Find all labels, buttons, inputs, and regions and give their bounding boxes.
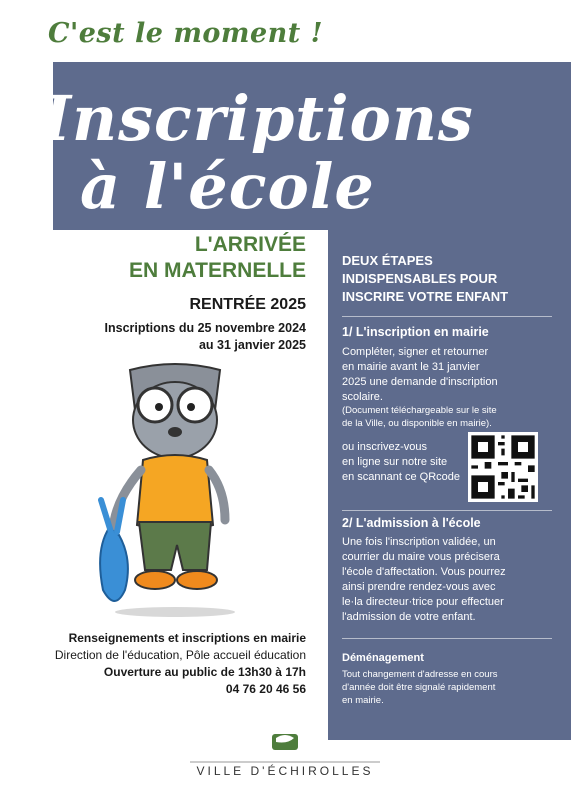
title-line-1: Inscriptions xyxy=(42,82,474,155)
arrivee-line-1: L'ARRIVÉE xyxy=(194,233,306,256)
step2-line: le·la directeur·trice pour effectuer xyxy=(342,596,504,608)
move-line: en mairie. xyxy=(342,695,384,706)
step1-note xyxy=(342,404,497,430)
step1-line: scolaire. xyxy=(342,391,383,403)
logo-text: VILLE D'ÉCHIROLLES xyxy=(196,764,374,778)
step1-line: en mairie avant le 31 janvier xyxy=(342,361,480,373)
step2-line: courrier du maire vous précisera xyxy=(342,551,500,563)
divider xyxy=(342,510,552,511)
online-text xyxy=(342,440,460,485)
step1-text xyxy=(342,345,498,405)
step2-text xyxy=(342,535,506,625)
online-line: en scannant ce QRcode xyxy=(342,471,461,483)
step2-line: ainsi prendre rendez-vous avec xyxy=(342,581,496,593)
info-title: Renseignements et inscriptions en mairie xyxy=(68,631,306,645)
title-line-2: à l'école xyxy=(80,150,375,223)
qrcode-icon[interactable] xyxy=(468,432,538,502)
divider xyxy=(342,638,552,639)
step2-line: Une fois l'inscription validée, un xyxy=(342,536,496,548)
step2-line: l'admission de votre enfant. xyxy=(342,611,476,623)
dates-line-1: Inscriptions du 25 novembre 2024 xyxy=(104,321,306,335)
arrivee-heading xyxy=(129,232,306,284)
online-line: ou inscrivez-vous xyxy=(342,441,427,453)
step2-title: 2/ L'admission à l'école xyxy=(342,516,481,530)
step2-line: l'école d'affectation. Vous pourrez xyxy=(342,566,506,578)
move-line: d'année doit être signalé rapidement xyxy=(342,682,496,693)
tagline: C'est le moment ! xyxy=(48,18,324,49)
step1-note-line: de la Ville, ou disponible en mairie). xyxy=(342,418,492,429)
arrivee-line-2: EN MATERNELLE xyxy=(129,259,306,282)
info-phone[interactable]: 04 76 20 46 56 xyxy=(225,682,306,696)
step1-line: Compléter, signer et retourner xyxy=(342,346,489,358)
contact-info xyxy=(55,630,306,698)
mascot-illustration xyxy=(75,350,275,620)
step1-note-line: (Document téléchargeable sur le site xyxy=(342,405,497,416)
step1-line: 2025 une demande d'inscription xyxy=(342,376,498,388)
steps-heading xyxy=(342,252,552,306)
echirolles-logo xyxy=(180,732,390,780)
move-line: Tout changement d'adresse en cours xyxy=(342,669,498,680)
steps-heading-line-2: INDISPENSABLES POUR xyxy=(342,271,498,286)
rentree-label: RENTRÉE 2025 xyxy=(189,296,306,313)
move-title: Déménagement xyxy=(342,652,424,664)
step1-title: 1/ L'inscription en mairie xyxy=(342,325,489,339)
inscription-dates xyxy=(105,320,306,354)
info-hours: Ouverture au public de 13h30 à 17h xyxy=(103,665,306,679)
move-text xyxy=(342,668,498,707)
online-line: en ligne sur notre site xyxy=(342,456,448,468)
steps-heading-line-3: INSCRIRE VOTRE ENFANT xyxy=(342,289,509,304)
dates-line-2: au 31 janvier 2025 xyxy=(198,338,306,352)
info-department: Direction de l'éducation, Pôle accueil éducation xyxy=(54,648,306,662)
steps-heading-line-1: DEUX ÉTAPES xyxy=(342,253,433,268)
divider xyxy=(342,316,552,317)
